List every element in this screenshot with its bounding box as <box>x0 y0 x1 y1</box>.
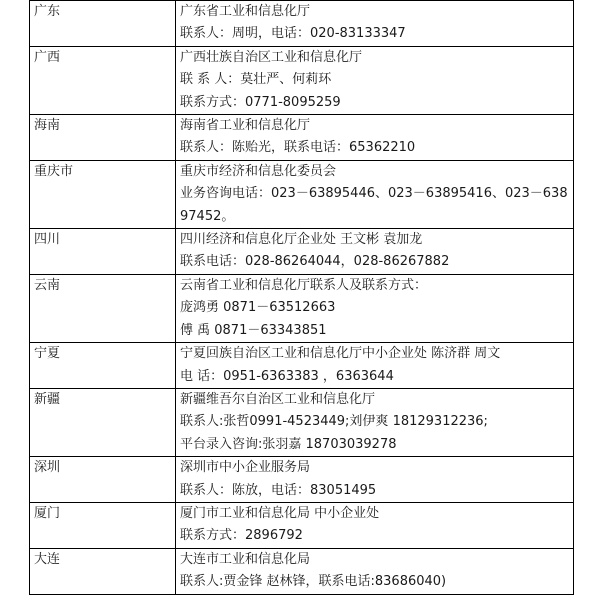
department-name: 广东省工业和信息化厅 <box>180 4 311 19</box>
contact-line: 联系人：陈放，电话：83051495 <box>180 482 377 498</box>
region-cell: 广西 <box>30 46 176 114</box>
region-cell: 重庆市 <box>30 160 176 228</box>
contact-info-cell <box>176 388 574 456</box>
contact-line: 联系方式：2896792 <box>180 528 303 544</box>
table-row <box>30 343 574 389</box>
region-cell: 宁夏 <box>30 343 176 389</box>
region-cell: 四川 <box>30 229 176 275</box>
table-row <box>30 160 574 228</box>
contact-line: 傅 禹 0871－63343851 <box>180 322 327 338</box>
region-cell: 广东 <box>30 1 176 47</box>
contact-info-cell <box>176 1 574 47</box>
department-name: 深圳市中小企业服务局 <box>180 460 311 476</box>
contact-line: 联系电话：028-86264044，028-86267882 <box>180 254 450 270</box>
contact-info-cell <box>176 548 574 594</box>
contact-info-cell <box>176 115 574 161</box>
contact-line: 电 话：0951-6363383 ，6363644 <box>180 368 394 384</box>
department-name: 重庆市经济和信息化委员会 <box>180 163 337 179</box>
contact-line: 联 系 人：莫壮严、何莉环 <box>180 72 332 88</box>
contact-line: 联系人:贾金锋 赵林锋，联系电话:83686040) <box>180 574 447 590</box>
region-cell: 新疆 <box>30 388 176 456</box>
contact-info-cell <box>176 46 574 114</box>
department-name: 宁夏回族自治区工业和信息化厅中小企业处 陈济群 周文 <box>180 346 501 362</box>
department-name: 海南省工业和信息化厅 <box>180 118 311 134</box>
table-row <box>30 457 574 503</box>
contact-info-cell <box>176 457 574 503</box>
department-name: 云南省工业和信息化厅联系人及联系方式： <box>180 277 428 293</box>
department-name: 新疆维吾尔自治区工业和信息化厅 <box>180 391 376 407</box>
table-row <box>30 388 574 456</box>
table-row <box>30 1 574 47</box>
contact-info-cell <box>176 274 574 342</box>
region-cell: 云南 <box>30 274 176 342</box>
department-name: 大连市工业和信息化局 <box>180 551 311 567</box>
contact-line: 联系人：周明，电话：020-83133347 <box>180 26 406 42</box>
table-row <box>30 502 574 548</box>
contact-line: 联系人：陈贻光，联系电话：65362210 <box>180 140 416 156</box>
region-cell: 厦门 <box>30 502 176 548</box>
contact-info-cell <box>176 502 574 548</box>
contact-info-cell <box>176 343 574 389</box>
table-row <box>30 548 574 594</box>
department-name: 广西壮族自治区工业和信息化厅 <box>180 49 363 65</box>
region-cell: 海南 <box>30 115 176 161</box>
contact-info-cell <box>176 229 574 275</box>
department-name: 四川经济和信息化厅企业处 王文彬 袁加龙 <box>180 232 423 248</box>
contact-line: 联系方式：0771-8095259 <box>180 94 341 110</box>
contact-line: 平台录入咨询:张羽嘉 18703039278 <box>180 436 397 452</box>
contact-line: 庞鸿勇 0871－63512663 <box>180 300 336 316</box>
region-cell: 深圳 <box>30 457 176 503</box>
contacts-table <box>29 0 574 595</box>
table-row <box>30 229 574 275</box>
table-row <box>30 46 574 114</box>
table-row <box>30 115 574 161</box>
contact-info-cell <box>176 160 574 228</box>
contact-line: 业务咨询电话：023－63895446、023－63895416、023－63897452。 <box>180 186 568 224</box>
contact-line: 联系人:张哲0991-4523449;刘伊爽 18129312236; <box>180 414 488 430</box>
department-name: 厦门市工业和信息化局 中小企业处 <box>180 505 380 521</box>
table-row <box>30 274 574 342</box>
region-cell: 大连 <box>30 548 176 594</box>
